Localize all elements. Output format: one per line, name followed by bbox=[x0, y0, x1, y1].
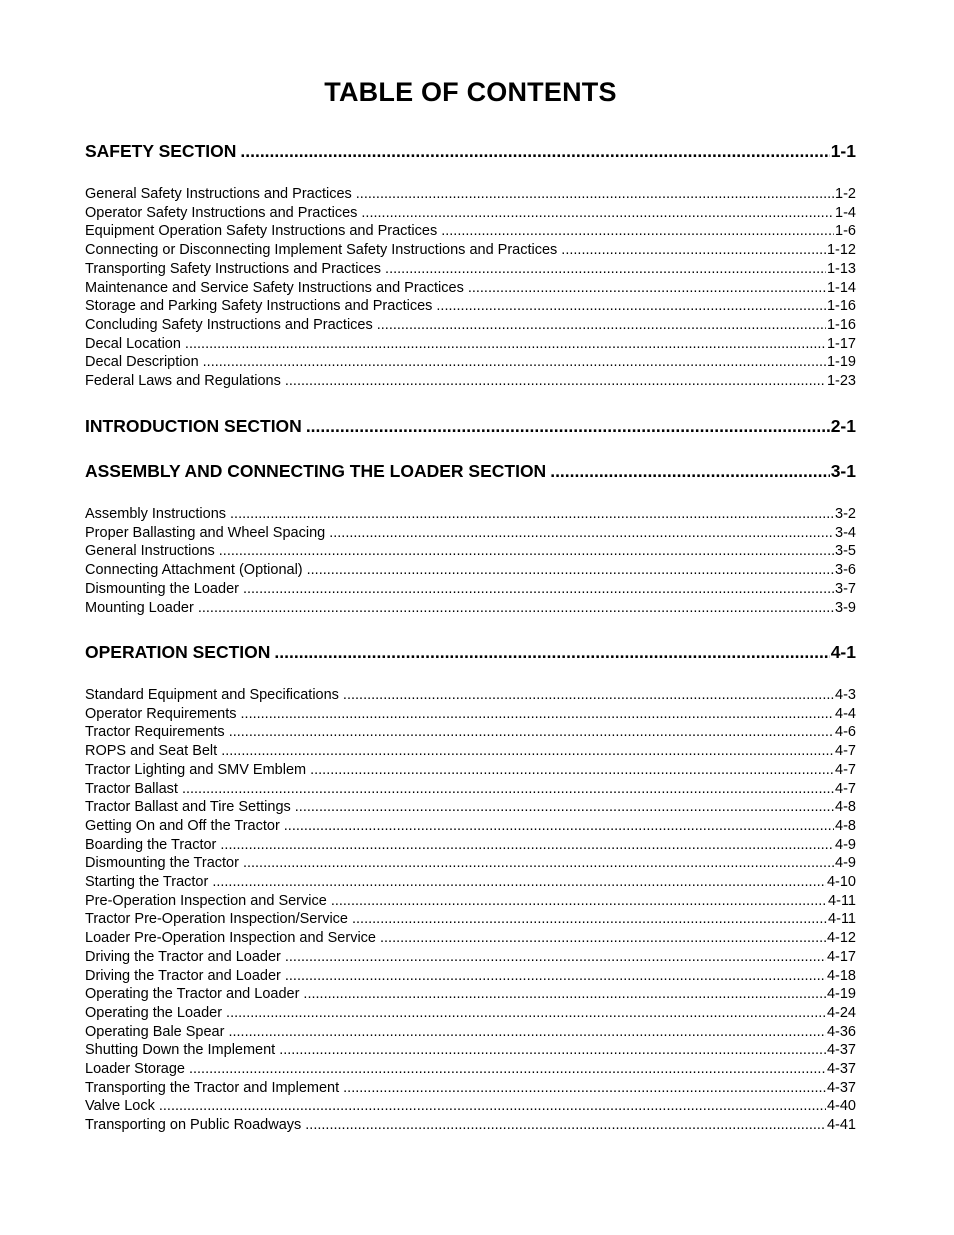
toc-entry-page-number: 4-7 bbox=[835, 743, 856, 760]
toc-entry-label: Concluding Safety Instructions and Practices bbox=[85, 316, 373, 333]
toc-entry[interactable] bbox=[85, 204, 856, 223]
toc-entry-label: Storage and Parking Safety Instructions and Practices bbox=[85, 298, 433, 315]
dot-leader bbox=[189, 1060, 826, 1079]
dot-leader bbox=[285, 967, 826, 986]
toc-entry[interactable] bbox=[85, 1060, 856, 1079]
toc-entry-label: Decal Description bbox=[85, 354, 199, 371]
toc-entry[interactable] bbox=[85, 1116, 856, 1135]
toc-entry-page-number: 3-4 bbox=[835, 524, 856, 541]
toc-section[interactable] bbox=[85, 140, 856, 162]
toc-entry-page-number: 1-14 bbox=[826, 279, 856, 296]
toc-entry-label: Operating the Tractor and Loader bbox=[85, 986, 300, 1003]
toc-entry[interactable] bbox=[85, 836, 856, 855]
toc-entry-label: General Instructions bbox=[85, 543, 215, 560]
dot-leader bbox=[305, 1116, 826, 1135]
toc-section[interactable] bbox=[85, 641, 856, 663]
toc-entry-page-number: 1-12 bbox=[826, 242, 856, 259]
toc-entry-label: Maintenance and Service Safety Instructions and Practices bbox=[85, 279, 464, 296]
toc-entry[interactable] bbox=[85, 1041, 856, 1060]
toc-entry-page-number: 4-40 bbox=[826, 1098, 856, 1115]
toc-entry-page-number: 1-13 bbox=[826, 260, 856, 277]
dot-leader bbox=[343, 1079, 826, 1098]
dot-leader bbox=[182, 780, 834, 799]
dot-leader bbox=[436, 297, 826, 316]
toc-entry[interactable] bbox=[85, 686, 856, 705]
toc-entry-label: Mounting Loader bbox=[85, 599, 194, 616]
toc-entry[interactable] bbox=[85, 798, 856, 817]
toc-entry-label: Pre-Operation Inspection and Service bbox=[85, 892, 327, 909]
toc-entry-page-number: 4-37 bbox=[826, 1079, 856, 1096]
toc-entry-page-number: 3-6 bbox=[835, 562, 856, 579]
toc-entry-label: Assembly Instructions bbox=[85, 506, 227, 522]
page-title: TABLE OF CONTENTS bbox=[324, 77, 617, 107]
toc-entry[interactable] bbox=[85, 561, 856, 580]
toc-entry[interactable] bbox=[85, 185, 856, 204]
dot-leader bbox=[203, 353, 826, 372]
toc-entry-label: Tractor Ballast bbox=[85, 780, 178, 797]
toc-entry-page-number: 4-10 bbox=[826, 874, 856, 890]
toc-entry-page-number: 1-17 bbox=[826, 335, 856, 352]
dot-leader bbox=[243, 580, 834, 599]
toc-entry-page-number: 1-2 bbox=[835, 186, 856, 202]
toc-entry-label: Shutting Down the Implement bbox=[85, 1042, 276, 1059]
toc-entry-page-number: 4-24 bbox=[826, 1004, 856, 1021]
dot-leader bbox=[229, 723, 834, 742]
toc-entry-page-number: 1-6 bbox=[835, 223, 856, 240]
toc-section-page-number: 2-1 bbox=[830, 416, 856, 436]
dot-leader bbox=[468, 279, 826, 298]
dot-leader bbox=[241, 705, 835, 724]
dot-leader bbox=[198, 599, 834, 618]
toc-entry[interactable] bbox=[85, 854, 856, 873]
toc-entry[interactable] bbox=[85, 705, 856, 724]
toc-entry-page-number: 3-9 bbox=[835, 599, 856, 616]
toc-section-page-number: 4-1 bbox=[830, 642, 856, 662]
toc-entry-label: Tractor Requirements bbox=[85, 724, 225, 741]
toc-entry[interactable] bbox=[85, 260, 856, 279]
toc-entry-label: Transporting on Public Roadways bbox=[85, 1117, 302, 1134]
toc-entry-page-number: 4-7 bbox=[835, 761, 856, 778]
toc-entry-label: Tractor Ballast and Tire Settings bbox=[85, 799, 291, 816]
toc-entry-page-number: 3-5 bbox=[835, 543, 856, 560]
toc-entry-label: Valve Lock bbox=[85, 1098, 155, 1115]
dot-leader bbox=[385, 260, 826, 279]
toc-entry[interactable] bbox=[85, 929, 856, 948]
toc-entry-page-number: 4-8 bbox=[835, 817, 856, 834]
toc-entry[interactable] bbox=[85, 873, 856, 892]
dot-leader bbox=[352, 910, 827, 929]
dot-leader bbox=[441, 222, 834, 241]
toc-entry[interactable] bbox=[85, 316, 856, 335]
toc-entry-label: Operator Safety Instructions and Practices bbox=[85, 204, 358, 221]
toc-entry-page-number: 4-9 bbox=[835, 855, 856, 872]
toc-entry-label: Connecting or Disconnecting Implement Safety Instructions and Practices bbox=[85, 242, 558, 259]
toc-entry-page-number: 3-2 bbox=[835, 506, 856, 522]
toc-entry-label: Connecting Attachment (Optional) bbox=[85, 562, 303, 579]
dot-leader bbox=[380, 929, 826, 948]
toc-entry-page-number: 3-7 bbox=[835, 580, 856, 597]
toc-entry-label: Dismounting the Tractor bbox=[85, 855, 239, 872]
toc-entry[interactable] bbox=[85, 761, 856, 780]
dot-leader bbox=[285, 372, 826, 391]
dot-leader bbox=[550, 460, 830, 482]
toc-entry[interactable] bbox=[85, 505, 856, 524]
toc-entry-page-number: 4-41 bbox=[826, 1117, 856, 1134]
dot-leader bbox=[329, 524, 834, 543]
toc-entry[interactable] bbox=[85, 335, 856, 354]
toc-entry-page-number: 4-18 bbox=[826, 967, 856, 984]
toc-section-page-number: 1-1 bbox=[830, 141, 856, 161]
toc-entry[interactable] bbox=[85, 985, 856, 1004]
toc-entry-label: Starting the Tractor bbox=[85, 874, 209, 890]
toc-entry[interactable] bbox=[85, 353, 856, 372]
toc-entry-label: ROPS and Seat Belt bbox=[85, 743, 218, 760]
toc-entry[interactable] bbox=[85, 241, 856, 260]
toc-entry-label: Tractor Pre-Operation Inspection/Service bbox=[85, 911, 348, 928]
toc-entry-label: Driving the Tractor and Loader bbox=[85, 948, 281, 965]
toc-entry[interactable] bbox=[85, 742, 856, 761]
toc-entry-page-number: 4-12 bbox=[826, 930, 856, 947]
toc-entry-page-number: 1-23 bbox=[826, 373, 856, 389]
toc-entry-label: Transporting the Tractor and Implement bbox=[85, 1079, 340, 1096]
toc-entry-page-number: 4-36 bbox=[826, 1023, 856, 1040]
toc-entry-page-number: 1-4 bbox=[835, 204, 856, 221]
toc-entry-page-number: 4-8 bbox=[835, 799, 856, 816]
toc-entry-label: Operating Bale Spear bbox=[85, 1023, 225, 1040]
toc-entry-page-number: 1-19 bbox=[826, 354, 856, 371]
toc-entry[interactable] bbox=[85, 723, 856, 742]
toc-entry[interactable] bbox=[85, 1079, 856, 1098]
dot-leader bbox=[356, 185, 834, 204]
toc-section[interactable] bbox=[85, 415, 856, 437]
toc-entry-page-number: 4-17 bbox=[826, 948, 856, 965]
dot-leader bbox=[331, 892, 827, 911]
toc-entry[interactable] bbox=[85, 279, 856, 298]
toc-entry[interactable] bbox=[85, 599, 856, 618]
toc-entry-label: General Safety Instructions and Practices bbox=[85, 186, 352, 202]
dot-leader bbox=[295, 798, 834, 817]
toc-entry[interactable] bbox=[85, 910, 856, 929]
toc-entry[interactable] bbox=[85, 967, 856, 986]
toc-entry-label: Standard Equipment and Specifications bbox=[85, 687, 339, 703]
toc-entry-label: Equipment Operation Safety Instructions and Practices bbox=[85, 223, 438, 240]
toc-entry-page-number: 1-16 bbox=[826, 298, 856, 315]
dot-leader bbox=[310, 761, 834, 780]
dot-leader bbox=[274, 641, 829, 663]
toc-entry[interactable] bbox=[85, 222, 856, 241]
toc-entry-page-number: 4-37 bbox=[826, 1061, 856, 1077]
dot-leader bbox=[159, 1097, 826, 1116]
toc-section-label: OPERATION SECTION bbox=[85, 642, 271, 662]
toc-entry-label: Operator Requirements bbox=[85, 705, 237, 722]
dot-leader bbox=[226, 1004, 826, 1023]
toc-entry[interactable] bbox=[85, 1023, 856, 1042]
toc-entry-page-number: 4-37 bbox=[826, 1042, 856, 1059]
dot-leader bbox=[284, 817, 834, 836]
toc-entry[interactable] bbox=[85, 372, 856, 391]
toc-entry[interactable] bbox=[85, 948, 856, 967]
dot-leader bbox=[377, 316, 826, 335]
toc-section[interactable] bbox=[85, 460, 856, 482]
toc-entry-page-number: 1-16 bbox=[826, 316, 856, 333]
dot-leader bbox=[285, 948, 826, 967]
toc-section-page-number: 3-1 bbox=[830, 461, 856, 481]
toc-entry-label: Decal Location bbox=[85, 335, 181, 352]
dot-leader bbox=[306, 415, 830, 437]
dot-leader bbox=[243, 854, 834, 873]
dot-leader bbox=[230, 505, 834, 524]
toc-entry[interactable] bbox=[85, 1097, 856, 1116]
toc-entry-page-number: 4-7 bbox=[835, 780, 856, 797]
toc-entry-label: Tractor Lighting and SMV Emblem bbox=[85, 761, 307, 778]
toc-entry-page-number: 4-11 bbox=[828, 892, 856, 909]
toc-entry[interactable] bbox=[85, 1004, 856, 1023]
toc-entry[interactable] bbox=[85, 542, 856, 561]
dot-leader bbox=[307, 561, 834, 580]
toc-entry-label: Driving the Tractor and Loader bbox=[85, 967, 281, 984]
toc-section-label: ASSEMBLY AND CONNECTING THE LOADER SECTION bbox=[85, 461, 547, 481]
toc-section-label: INTRODUCTION SECTION bbox=[85, 416, 302, 436]
toc-entry[interactable] bbox=[85, 580, 856, 599]
dot-leader bbox=[212, 873, 826, 892]
dot-leader bbox=[303, 985, 826, 1004]
dot-leader bbox=[361, 204, 834, 223]
toc-entry[interactable] bbox=[85, 817, 856, 836]
toc-entry-page-number: 4-9 bbox=[835, 836, 856, 853]
toc-entry-page-number: 4-11 bbox=[828, 911, 856, 928]
toc-entry-label: Proper Ballasting and Wheel Spacing bbox=[85, 524, 326, 541]
toc-entry-page-number: 4-4 bbox=[835, 705, 856, 722]
toc-entry-page-number: 4-6 bbox=[835, 724, 856, 741]
toc-entry-page-number: 4-3 bbox=[835, 687, 856, 703]
dot-leader bbox=[220, 836, 834, 855]
dot-leader bbox=[561, 241, 826, 260]
toc-entry[interactable] bbox=[85, 297, 856, 316]
toc-entry[interactable] bbox=[85, 780, 856, 799]
dot-leader bbox=[185, 335, 826, 354]
dot-leader bbox=[219, 542, 834, 561]
toc-entry-label: Federal Laws and Regulations bbox=[85, 373, 281, 389]
toc-section-label: SAFETY SECTION bbox=[85, 141, 237, 161]
dot-leader bbox=[221, 742, 834, 761]
toc-entry-label: Operating the Loader bbox=[85, 1004, 223, 1021]
toc-entry[interactable] bbox=[85, 524, 856, 543]
toc-entry[interactable] bbox=[85, 892, 856, 911]
toc-entry-label: Dismounting the Loader bbox=[85, 580, 239, 597]
toc-entry-label: Getting On and Off the Tractor bbox=[85, 817, 280, 834]
dot-leader bbox=[279, 1041, 826, 1060]
dot-leader bbox=[228, 1023, 826, 1042]
dot-leader bbox=[240, 140, 829, 162]
toc-entry-label: Transporting Safety Instructions and Practices bbox=[85, 260, 382, 277]
toc-entry-label: Loader Storage bbox=[85, 1061, 185, 1077]
toc-entry-page-number: 4-19 bbox=[826, 986, 856, 1003]
toc-entry-label: Loader Pre-Operation Inspection and Service bbox=[85, 930, 376, 947]
dot-leader bbox=[343, 686, 834, 705]
toc-entry-label: Boarding the Tractor bbox=[85, 836, 217, 853]
